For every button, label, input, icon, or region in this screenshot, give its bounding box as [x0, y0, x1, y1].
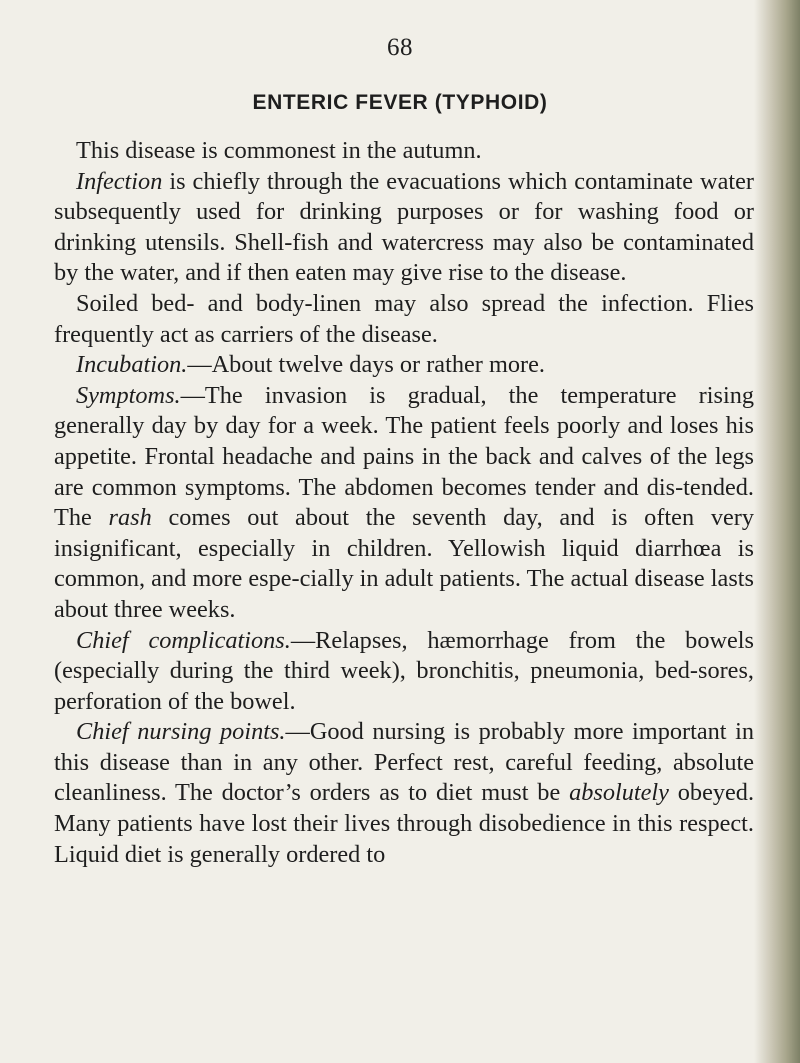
- paragraph-lead: Chief nursing points.: [76, 718, 286, 746]
- chapter-heading: ENTERIC FEVER (TYPHOID): [252, 91, 548, 114]
- paragraph-linen: [54, 289, 754, 350]
- paragraph-text: —Good nursing is probably more important in this disease than in any other. Perfect rest, careful feeding, absolute cleanliness. The doctor’s orders as to diet must be: [54, 718, 754, 807]
- paragraph-text: —Relapses, hæmorrhage from the bowels (especially during the third week), bronchitis, pneumonia, bed-sores, perforation of the bowel.: [54, 626, 754, 715]
- paragraph-lead: Infection: [76, 167, 163, 195]
- body-text: [54, 136, 754, 870]
- paragraph-infection: [54, 167, 754, 289]
- page-edge-shadow: [754, 0, 800, 1063]
- emphasis-absolutely: absolutely: [569, 779, 669, 807]
- paragraph-complications: [54, 626, 754, 718]
- paragraph-lead: Symptoms.: [76, 381, 181, 409]
- paragraph-text: This disease is commonest in the autumn.: [76, 137, 482, 164]
- paragraph-text: —About twelve days or rather more.: [187, 351, 545, 379]
- paragraph-text: Soiled bed- and body-linen may also spread the infection. Flies frequently act as carriers of the disease.: [54, 289, 754, 348]
- emphasis-rash: rash: [108, 504, 152, 532]
- paragraph-intro: [54, 136, 754, 167]
- paragraph-incubation: [54, 350, 754, 381]
- page-number: 68: [387, 34, 413, 61]
- paragraph-lead: Incubation.: [76, 351, 188, 379]
- paragraph-text: obeyed. Many patients have lost their lives through disobedience in this respect. Liquid diet is generally ordered to: [54, 779, 755, 868]
- paragraph-symptoms: [54, 381, 754, 626]
- paragraph-nursing: [54, 717, 754, 870]
- paragraph-text: —The invasion is gradual, the temperature rising generally day by day for a week. The patient feels poorly and loses his appetite. Frontal headache and pains in the back and calves of the legs are common symptoms. The abdomen becomes tender and dis-tended. The: [54, 381, 754, 532]
- paragraph-text: comes out about the seventh day, and is often very insignificant, especially in children. Yellowish liquid diarrhœa is common, and more espe-cially in adult patients. The actual disease lasts about three weeks.: [54, 504, 754, 623]
- paragraph-lead: Chief complications.: [76, 626, 291, 654]
- paragraph-text: is chiefly through the evacuations which contaminate water subsequently used for drinking purposes or for washing food or drinking utensils. Shell-fish and watercress may also be contaminated by the water, and if then eaten may give rise to the disease.: [54, 167, 754, 287]
